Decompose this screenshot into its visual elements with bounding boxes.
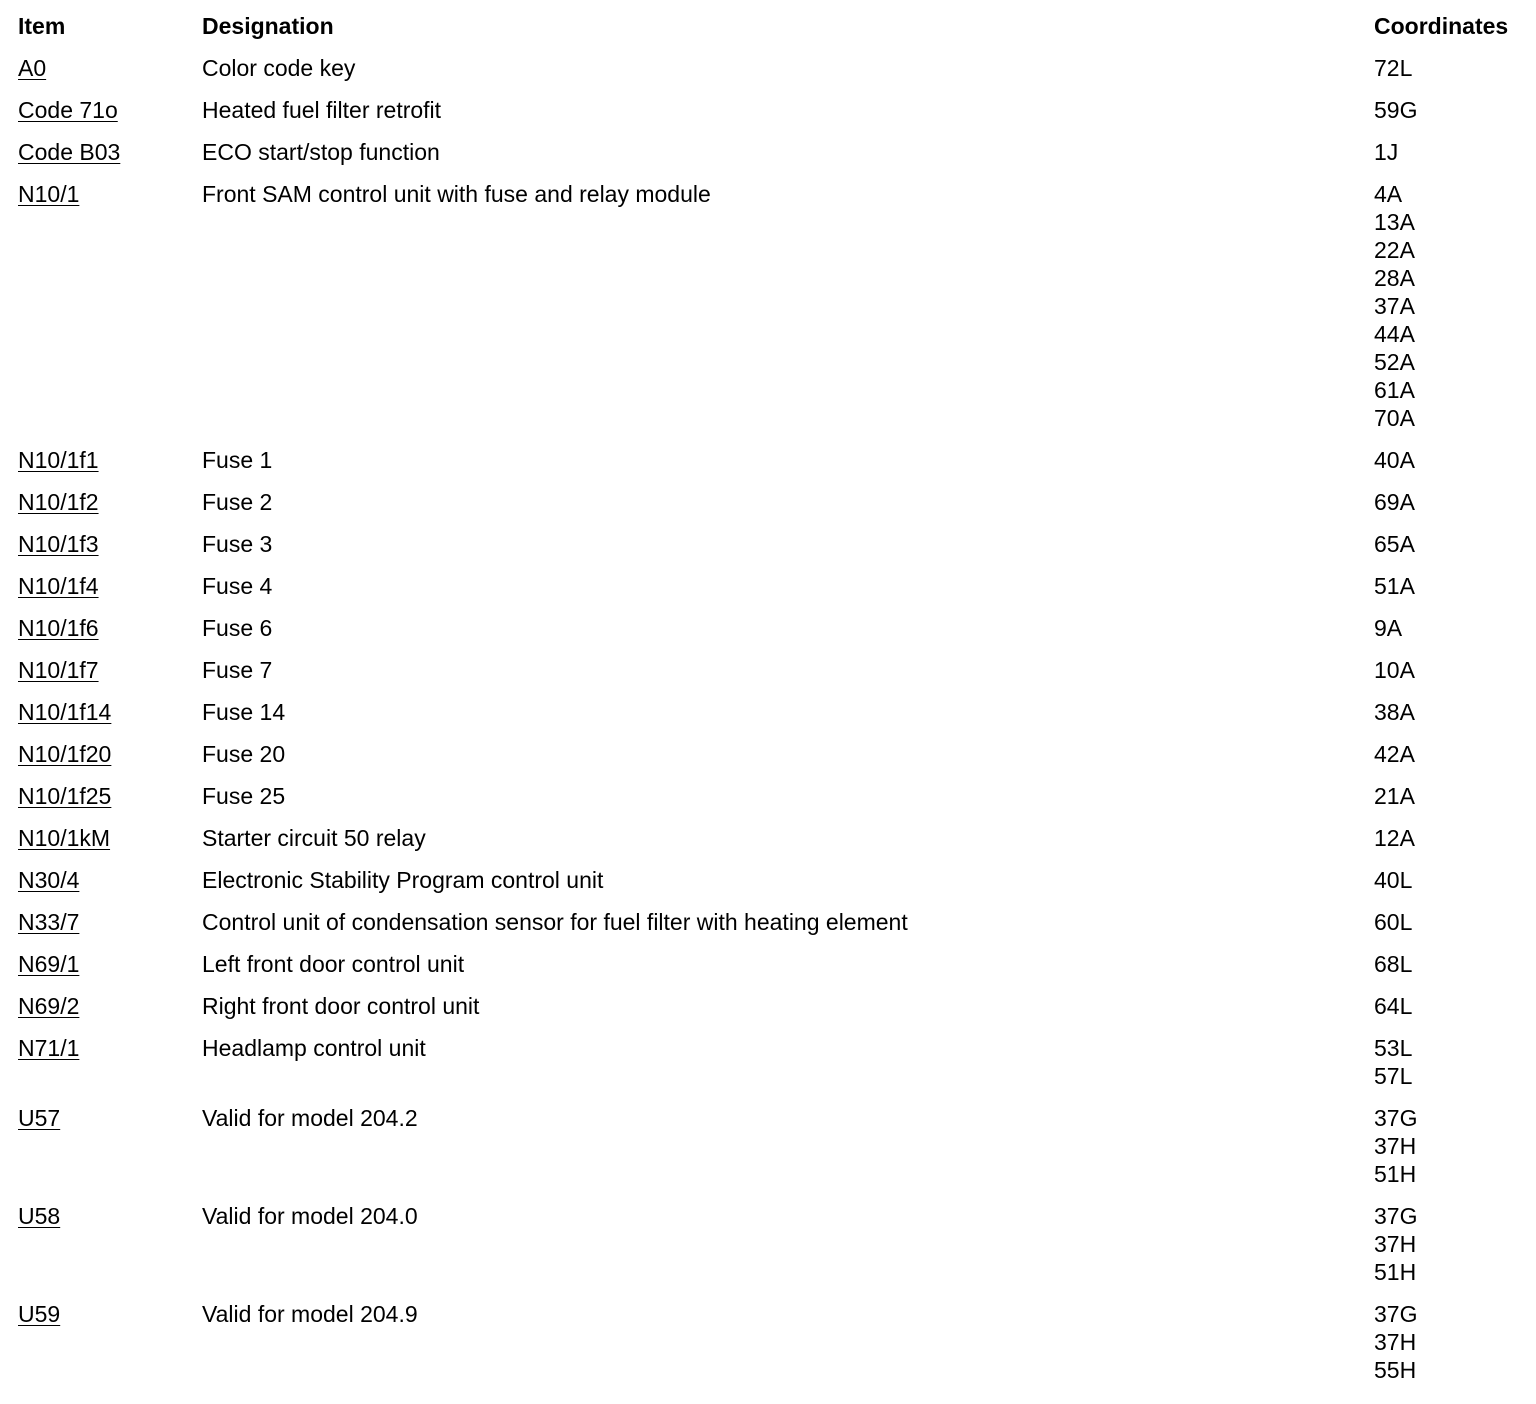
coordinate-value: 37A (1374, 293, 1415, 319)
table-row (18, 656, 1530, 698)
coordinate-value: 9A (1374, 615, 1403, 641)
item-link[interactable]: Code B03 (18, 139, 121, 165)
table-row (18, 782, 1530, 824)
table-row (18, 530, 1530, 572)
table-row (18, 180, 1530, 446)
coordinates-column-header: Coordinates (1374, 13, 1509, 39)
item-cell (18, 96, 202, 124)
item-cell (18, 866, 202, 894)
table-row (18, 54, 1530, 96)
coordinate-value: 51A (1374, 573, 1415, 599)
designation-cell: Front SAM control unit with fuse and relay module (202, 181, 711, 207)
item-link[interactable]: N10/1f20 (18, 741, 112, 767)
coordinate-value: 52A (1374, 349, 1415, 375)
table-row (18, 866, 1530, 908)
item-link[interactable]: U59 (18, 1301, 61, 1327)
item-cell (18, 992, 202, 1020)
designation-cell: Starter circuit 50 relay (202, 825, 426, 851)
item-cell (18, 740, 202, 768)
designation-cell: Heated fuel filter retrofit (202, 97, 442, 123)
item-link[interactable]: N10/1f25 (18, 783, 112, 809)
table-row (18, 1104, 1530, 1202)
coordinate-value: 21A (1374, 783, 1415, 809)
designation-cell: ECO start/stop function (202, 139, 440, 165)
coordinate-value: 37G (1374, 1105, 1418, 1131)
coordinates-cell (1374, 180, 1530, 432)
coordinate-value: 37G (1374, 1203, 1418, 1229)
item-link[interactable]: N10/1f2 (18, 489, 99, 515)
coordinates-cell (1374, 908, 1530, 936)
designation-cell: Fuse 1 (202, 447, 273, 473)
table-row (18, 950, 1530, 992)
item-link[interactable]: N10/1f1 (18, 447, 99, 473)
coordinate-value: 38A (1374, 699, 1415, 725)
coordinate-value: 44A (1374, 321, 1415, 347)
item-cell (18, 698, 202, 726)
table-row (18, 698, 1530, 740)
item-cell (18, 138, 202, 166)
coordinates-cell (1374, 992, 1530, 1020)
coordinate-value: 37H (1374, 1133, 1417, 1159)
item-link[interactable]: N71/1 (18, 1035, 80, 1061)
coordinate-value: 12A (1374, 825, 1415, 851)
coordinate-value: 4A (1374, 181, 1403, 207)
legend-table (18, 12, 1530, 1398)
item-cell (18, 54, 202, 82)
designation-cell: Fuse 2 (202, 489, 273, 515)
table-row (18, 488, 1530, 530)
designation-column-header: Designation (202, 13, 334, 39)
item-link[interactable]: U58 (18, 1203, 61, 1229)
coordinate-value: 37H (1374, 1329, 1417, 1355)
item-link[interactable]: N10/1f3 (18, 531, 99, 557)
designation-cell: Electronic Stability Program control unit (202, 867, 604, 893)
coordinate-value: 70A (1374, 405, 1415, 431)
coordinates-cell (1374, 656, 1530, 684)
coordinates-cell (1374, 782, 1530, 810)
table-row (18, 992, 1530, 1034)
coordinate-value: 55H (1374, 1357, 1417, 1383)
item-cell (18, 782, 202, 810)
item-link[interactable]: U57 (18, 1105, 61, 1131)
coordinate-value: 51H (1374, 1161, 1417, 1187)
coordinates-cell (1374, 138, 1530, 166)
item-link[interactable]: N10/1f7 (18, 657, 99, 683)
item-cell (18, 614, 202, 642)
coordinate-value: 40L (1374, 867, 1413, 893)
item-link[interactable]: A0 (18, 55, 47, 81)
designation-cell: Left front door control unit (202, 951, 465, 977)
table-row (18, 740, 1530, 782)
coordinate-value: 1J (1374, 139, 1399, 165)
item-link[interactable]: N10/1kM (18, 825, 111, 851)
item-link[interactable]: N10/1 (18, 181, 80, 207)
coordinate-value: 42A (1374, 741, 1415, 767)
item-link[interactable]: Code 71o (18, 97, 118, 123)
item-cell (18, 1202, 202, 1230)
coordinate-value: 68L (1374, 951, 1413, 977)
coordinate-value: 51H (1374, 1259, 1417, 1285)
designation-cell: Fuse 7 (202, 657, 273, 683)
designation-cell: Valid for model 204.0 (202, 1203, 418, 1229)
coordinates-cell (1374, 866, 1530, 894)
table-row (18, 614, 1530, 656)
designation-cell: Fuse 4 (202, 573, 273, 599)
legend-rows (18, 54, 1530, 1398)
item-cell (18, 1034, 202, 1062)
designation-cell: Valid for model 204.2 (202, 1105, 418, 1131)
item-cell (18, 488, 202, 516)
item-link[interactable]: N10/1f4 (18, 573, 99, 599)
designation-cell: Valid for model 204.9 (202, 1301, 418, 1327)
coordinate-value: 13A (1374, 209, 1415, 235)
item-cell (18, 1300, 202, 1328)
item-link[interactable]: N10/1f6 (18, 615, 99, 641)
item-cell (18, 572, 202, 600)
designation-cell: Right front door control unit (202, 993, 480, 1019)
item-link[interactable]: N30/4 (18, 867, 80, 893)
coordinate-value: 64L (1374, 993, 1413, 1019)
item-cell (18, 908, 202, 936)
table-row (18, 446, 1530, 488)
coordinate-value: 40A (1374, 447, 1415, 473)
coordinate-value: 65A (1374, 531, 1415, 557)
table-row (18, 1034, 1530, 1104)
designation-cell: Fuse 6 (202, 615, 273, 641)
coordinates-cell (1374, 54, 1530, 82)
coordinate-value: 61A (1374, 377, 1415, 403)
item-cell (18, 1104, 202, 1132)
item-link[interactable]: N69/2 (18, 993, 80, 1019)
item-cell (18, 656, 202, 684)
designation-cell: Fuse 20 (202, 741, 286, 767)
designation-cell: Fuse 14 (202, 699, 286, 725)
coordinate-value: 37H (1374, 1231, 1417, 1257)
coordinates-cell (1374, 446, 1530, 474)
item-cell (18, 530, 202, 558)
coordinates-cell (1374, 698, 1530, 726)
item-cell (18, 824, 202, 852)
coordinates-cell (1374, 96, 1530, 124)
item-cell (18, 950, 202, 978)
header-row (18, 12, 1530, 54)
coordinates-cell (1374, 824, 1530, 852)
coordinate-value: 53L (1374, 1035, 1413, 1061)
coordinates-cell (1374, 1300, 1530, 1384)
table-row (18, 1202, 1530, 1300)
coordinate-value: 37G (1374, 1301, 1418, 1327)
item-cell (18, 180, 202, 208)
coordinate-value: 10A (1374, 657, 1415, 683)
item-cell (18, 446, 202, 474)
designation-cell: Control unit of condensation sensor for fuel filter with heating element (202, 909, 908, 935)
coordinates-cell (1374, 1034, 1530, 1090)
coordinate-value: 69A (1374, 489, 1415, 515)
designation-cell: Color code key (202, 55, 356, 81)
table-row (18, 1300, 1530, 1398)
table-row (18, 824, 1530, 866)
coordinates-cell (1374, 1202, 1530, 1286)
coordinate-value: 22A (1374, 237, 1415, 263)
coordinate-value: 60L (1374, 909, 1413, 935)
item-column-header: Item (18, 13, 66, 39)
coordinates-cell (1374, 488, 1530, 516)
coordinate-value: 72L (1374, 55, 1413, 81)
coordinates-cell (1374, 572, 1530, 600)
table-row (18, 908, 1530, 950)
designation-cell: Fuse 3 (202, 531, 273, 557)
table-row (18, 572, 1530, 614)
item-link[interactable]: N33/7 (18, 909, 80, 935)
item-link[interactable]: N10/1f14 (18, 699, 112, 725)
coordinates-cell (1374, 530, 1530, 558)
table-row (18, 96, 1530, 138)
designation-cell: Fuse 25 (202, 783, 286, 809)
coordinates-cell (1374, 614, 1530, 642)
coordinate-value: 59G (1374, 97, 1418, 123)
coordinates-cell (1374, 740, 1530, 768)
coordinates-cell (1374, 1104, 1530, 1188)
designation-cell: Headlamp control unit (202, 1035, 426, 1061)
coordinate-value: 28A (1374, 265, 1415, 291)
item-link[interactable]: N69/1 (18, 951, 80, 977)
coordinates-cell (1374, 950, 1530, 978)
coordinate-value: 57L (1374, 1063, 1413, 1089)
table-row (18, 138, 1530, 180)
